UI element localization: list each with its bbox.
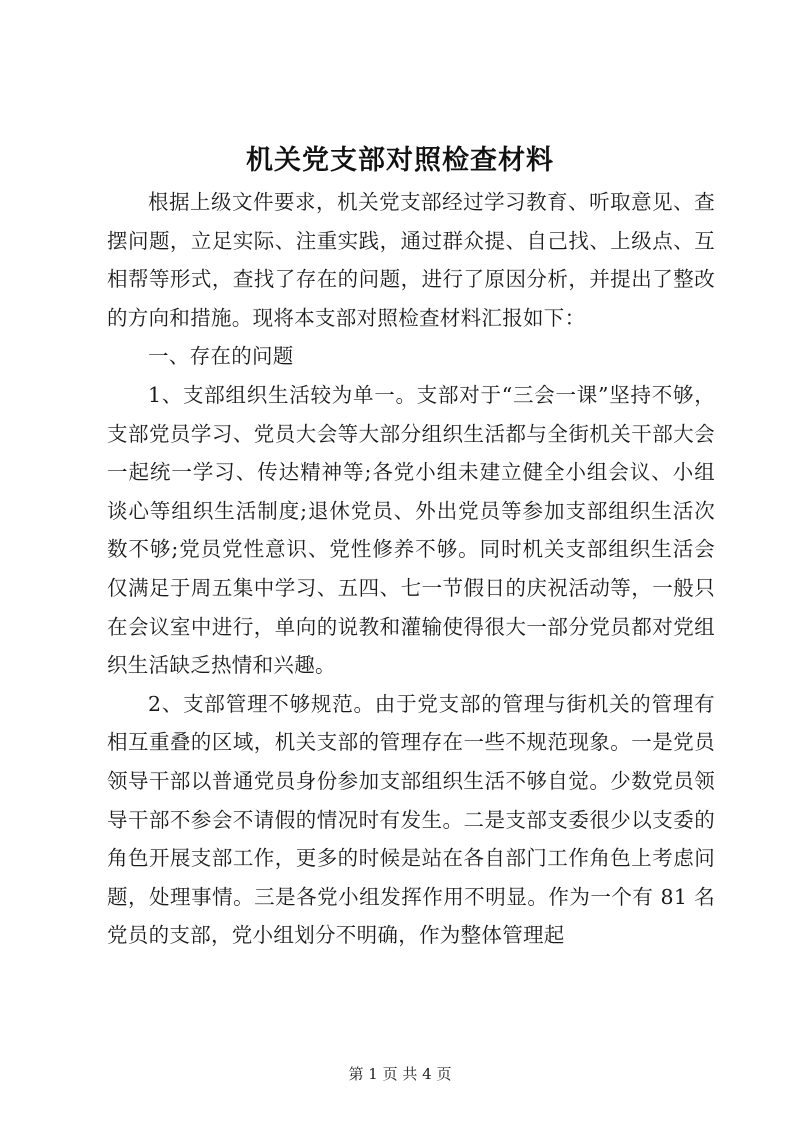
document-title: 机关党支部对照检查材料 [246, 145, 554, 176]
problem-paragraph-2: 2、支部管理不够规范。由于党支部的管理与街机关的管理有相互重叠的区域，机关支部的管理存在一些不规范现象。一是党员领导干部以普通党员身份参加支部组织生活不够自觉。少数党员领导干部不参会不请假的情况时有发生。二是支部支委很少以支委的角色开展支部工作，更多的时候是站在各自部门工作角色上考虑问题，处理事情。三是各党小组发挥作用不明显。作为一个有 81 名党员的支部，党小组划分不明确，作为整体管理起 [107, 691, 715, 948]
section-heading: 一、存在的问题 [148, 344, 294, 369]
page-footer [0, 1064, 800, 1084]
problem-paragraph-1: 1、支部组织生活较为单一。支部对于“三会一课”坚持不够，支部党员学习、党员大会等大部分组织生活都与全街机关干部大会一起统一学习、传达精神等;各党小组未建立健全小组会议、小组谈心等组织生活制度;退休党员、外出党员等参加支部组织生活次数不够;党员党性意识、党性修养不够。同时机关支部组织生活会仅满足于周五集中学习、五四、七一节假日的庆祝活动等，一般只在会议室中进行，单向的说教和灌输使得很大一部分党员都对党组织生活缺乏热情和兴趣。 [107, 382, 715, 678]
intro-paragraph: 根据上级文件要求，机关党支部经过学习教育、听取意见、查摆问题，立足实际、注重实践，通过群众提、自己找、上级点、互相帮等形式，查找了存在的问题，进行了原因分析，并提出了整改的方向和措施。现将本支部对照检查材料汇报如下： [107, 190, 715, 330]
document-body [107, 183, 715, 955]
page-number: 第 1 页 共 4 页 [348, 1065, 452, 1083]
